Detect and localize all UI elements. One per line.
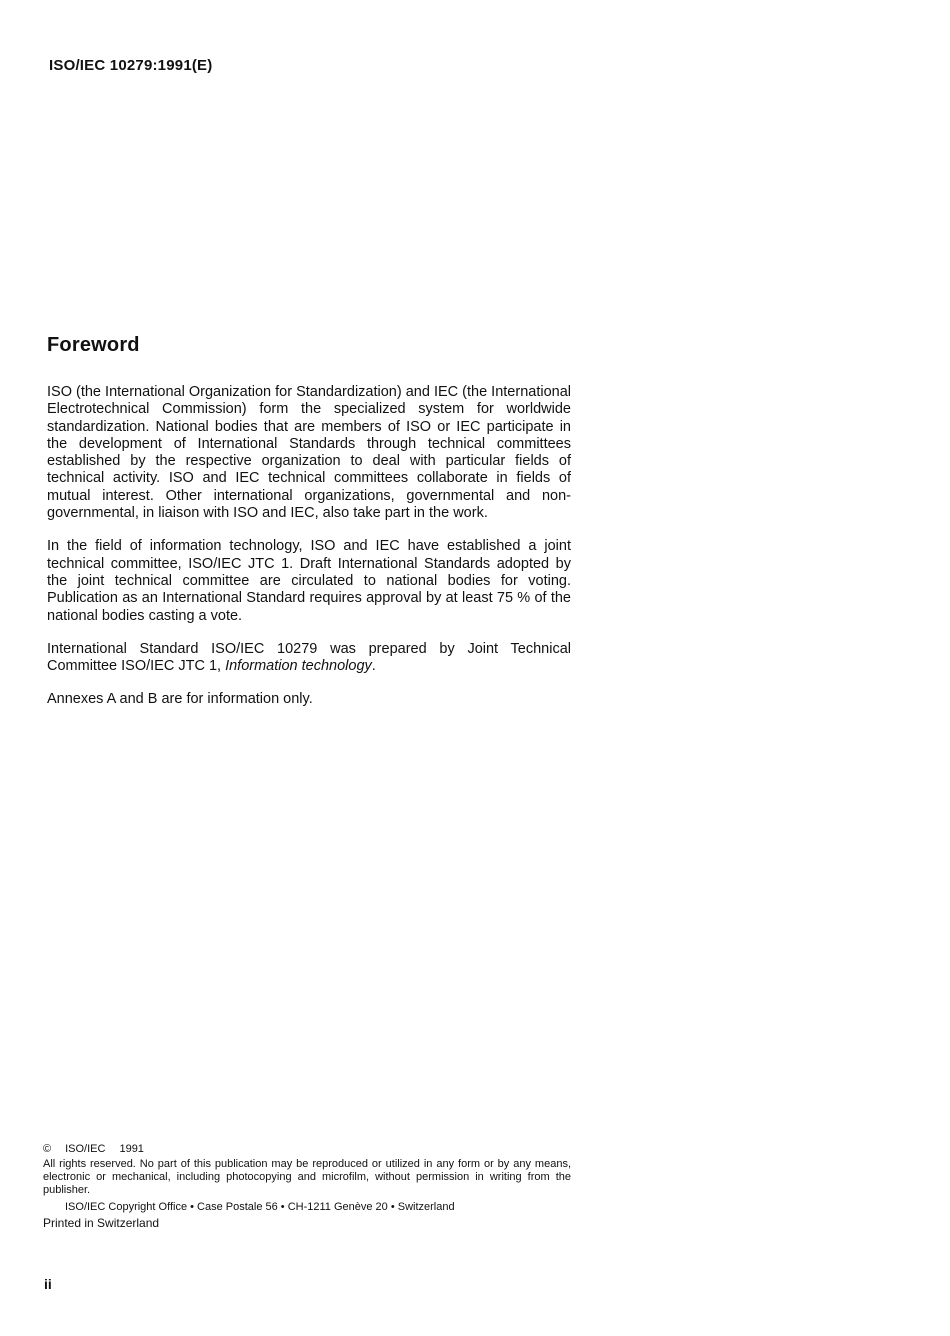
copyright-symbol: © xyxy=(43,1143,52,1155)
foreword-paragraph-3 xyxy=(47,641,571,676)
committee-name: Information technology xyxy=(225,658,372,675)
printed-location: Printed in Switzerland xyxy=(43,1216,160,1230)
copyright-holder: ISO/IEC xyxy=(65,1143,106,1155)
copyright-year: 1991 xyxy=(119,1143,144,1155)
foreword-paragraph-2: In the field of information technology, ISO and IEC have established a joint technical committee, ISO/IEC JTC 1. Draft International Standards adopted by the joint technical committee are circulated to national bodies for voting. Publication as an International Standard requires approval by at least 75 % of the national bodies casting a vote. xyxy=(47,538,571,624)
copyright-office-address: ISO/IEC Copyright Office • Case Postale 56 • CH-1211 Genève 20 • Switzerland xyxy=(65,1201,455,1213)
rights-statement: All rights reserved. No part of this publication may be reproduced or utilized in any form or by any means, electronic or mechanical, including photocopying and microfilm, without permission in writing from the publisher. xyxy=(43,1158,571,1196)
page-number: ii xyxy=(44,1276,52,1292)
foreword-paragraph-4: Annexes A and B are for information only. xyxy=(47,691,313,708)
foreword-body xyxy=(47,384,571,709)
paragraph-3-end: . xyxy=(371,658,376,675)
copyright-line xyxy=(43,1143,571,1156)
foreword-paragraph-1: ISO (the International Organization for Standardization) and IEC (the International Electrotechnical Commission) form the specialized system for worldwide standardization. National bodies that are members of ISO or IEC participate in the development of International Standards through technical committees established by the respective organization to deal with particular fields of technical activity. ISO and IEC technical committees collaborate in fields of mutual interest. Other international organizations, governmental and non-governmental, in liaison with ISO and IEC, also take part in the work. xyxy=(47,384,571,522)
document-designation: ISO/IEC 10279:1991(E) xyxy=(49,57,213,74)
foreword-title: Foreword xyxy=(47,334,140,356)
copyright-notice xyxy=(43,1143,571,1230)
paragraph-3-text: International Standard ISO/IEC 10279 was prepared by Joint Technical Committee ISO/IEC JTC 1, xyxy=(47,640,571,675)
